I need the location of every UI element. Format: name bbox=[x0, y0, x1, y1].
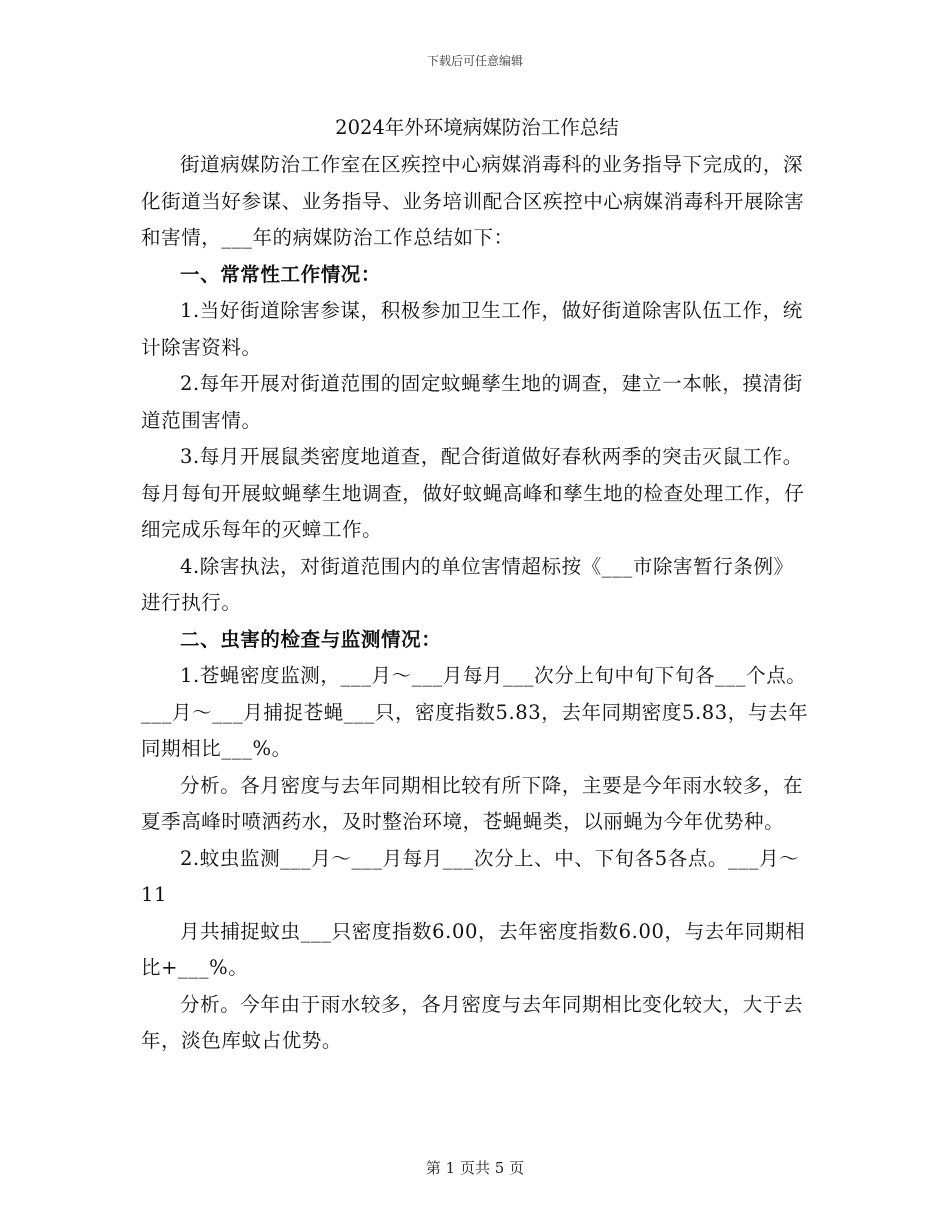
intro-paragraph: 街道病媒防治工作室在区疾控中心病媒消毒科的业务指导下完成的，深化街道当好参谋、业务指导、业务培训配合区疾控中心病媒消毒科开展除害和害情，___年的病媒防治工作总结如下： bbox=[141, 153, 805, 249]
routine-item-3: 3.每月开展鼠类密度地道查，配合街道做好春秋两季的突击灭鼠工作。每月每旬开展蚊蝇孳生地调查，做好蚊蝇高峰和孳生地的检查处理工作，仔细完成乐每年的灭蟑工作。 bbox=[141, 445, 805, 541]
page-header-note: 下载后可任意编辑 bbox=[426, 54, 523, 68]
section-heading-pest-monitoring: 二、虫害的检查与监测情况： bbox=[180, 627, 442, 651]
routine-item-2: 2.每年开展对街道范围的固定蚊蝇孳生地的调查，建立一本帐，摸清街道范围害情。 bbox=[141, 372, 803, 432]
mosquito-analysis-paragraph: 分析。今年由于雨水较多，各月密度与去年同期相比变化较大，大于去年，淡色库蚊占优势。 bbox=[141, 992, 804, 1052]
mosquito-monitoring-continuation: 月共捕捉蚊虫___只密度指数6.00，去年密度指数6.00，与去年同期相比+___%。 bbox=[141, 919, 806, 979]
fly-analysis-paragraph: 分析。各月密度与去年同期相比较有所下降，主要是今年雨水较多，在夏季高峰时喷洒药水，及时整治环境，苍蝇蝇类，以丽蝇为今年优势种。 bbox=[141, 773, 804, 833]
section-heading-routine-work: 一、常常性工作情况： bbox=[180, 262, 382, 286]
fly-monitoring-paragraph: 1.苍蝇密度监测，___月～___月每月___次分上旬中旬下旬各___个点。___月～___月捕捉苍蝇___只，密度指数5.83，去年同期密度5.83，与去年同期相比___%。 bbox=[141, 664, 809, 760]
document-body bbox=[141, 112, 813, 1060]
page-footer-page-number: 第 1 页共 5 页 bbox=[425, 1159, 525, 1177]
mosquito-monitoring-paragraph: 2.蚊虫监测___月～___月每月___次分上、中、下旬各5各点。___月～11 bbox=[141, 846, 800, 906]
routine-item-1: 1.当好街道除害参谋，积极参加卫生工作，做好街道除害队伍工作，统计除害资料。 bbox=[141, 299, 803, 359]
routine-item-4: 4.除害执法，对街道范围内的单位害情超标按《___市除害暂行条例》进行执行。 bbox=[141, 554, 794, 614]
document-title: 2024年外环境病媒防治工作总结 bbox=[335, 116, 619, 139]
